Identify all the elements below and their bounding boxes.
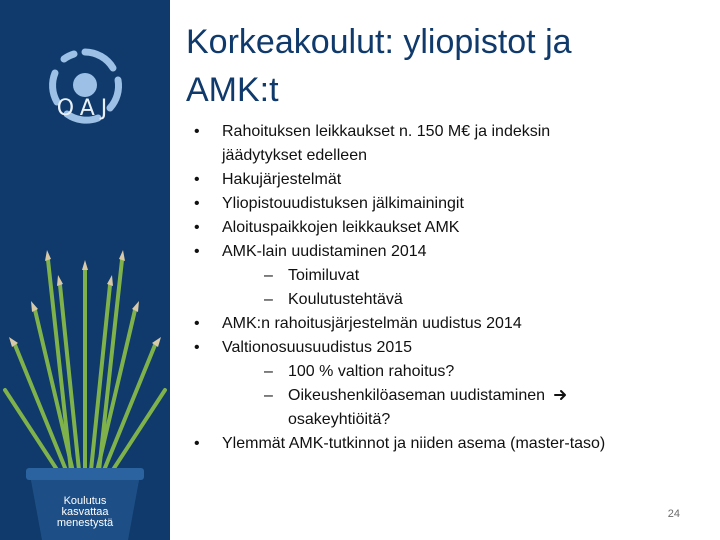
- bullet-icon: •: [194, 339, 200, 356]
- item-text-line-1: Rahoituksen leikkaukset n. 150 M€ ja indeksin: [222, 123, 551, 140]
- pot-line-2: kasvattaa: [61, 506, 109, 518]
- bullet-icon: •: [194, 435, 200, 452]
- pot-line-3: menestystä: [56, 517, 114, 529]
- list-item: [186, 312, 706, 336]
- dash-icon: –: [264, 267, 273, 284]
- arrow-right-icon: [554, 389, 568, 401]
- pot-line-1: Koulutus: [63, 495, 107, 507]
- sub-list: [222, 264, 706, 312]
- sidebar: [0, 0, 170, 540]
- item-text: AMK:n rahoitusjärjestelmän uudistus 2014: [222, 315, 522, 332]
- list-item: [186, 168, 706, 192]
- list-item: [186, 216, 706, 240]
- item-text: Ylemmät AMK-tutkinnot ja niiden asema (master-taso): [222, 435, 606, 452]
- logo-text: OAJ: [56, 96, 114, 121]
- sub-item-text: 100 % valtion rahoitus?: [288, 363, 455, 380]
- item-text: Aloituspaikkojen leikkaukset AMK: [222, 219, 460, 236]
- bullet-icon: •: [194, 171, 200, 188]
- list-item: [186, 432, 706, 456]
- sub-item-text: Oikeushenkilöaseman uudistaminen: [288, 387, 546, 404]
- pencils-illustration-icon: [0, 230, 170, 540]
- bullet-list: [186, 120, 706, 456]
- slide-title: [186, 18, 706, 114]
- title-line-2: AMK:t: [186, 71, 279, 109]
- sub-list-item: [222, 384, 706, 432]
- dash-icon: –: [264, 363, 273, 380]
- list-item: [186, 336, 706, 432]
- dash-icon: –: [264, 291, 273, 308]
- sub-item-text: Toimiluvat: [288, 267, 360, 284]
- bullet-icon: •: [194, 219, 200, 236]
- title-line-1: Korkeakoulut: yliopistot ja: [186, 23, 572, 61]
- sub-item-text: Koulutustehtävä: [288, 291, 403, 308]
- sub-item-text-line-2: osakeyhtiöitä?: [288, 411, 391, 428]
- item-text: Hakujärjestelmät: [222, 171, 342, 188]
- list-item: [186, 240, 706, 312]
- bullet-icon: •: [194, 195, 200, 212]
- sub-list: [222, 360, 706, 432]
- item-text-line-2: jäädytykset edelleen: [222, 147, 367, 164]
- bullet-icon: •: [194, 123, 200, 140]
- item-text: Yliopistouudistuksen jälkimainingit: [222, 195, 464, 212]
- dash-icon: –: [264, 387, 273, 404]
- pot-label: [40, 496, 130, 529]
- list-item: [186, 120, 706, 168]
- list-item: [186, 192, 706, 216]
- page-number: 24: [667, 508, 680, 520]
- sub-list-item: [222, 360, 706, 384]
- bullet-icon: •: [194, 243, 200, 260]
- item-text: AMK-lain uudistaminen 2014: [222, 243, 427, 260]
- sub-list-item: [222, 288, 706, 312]
- bullet-icon: •: [194, 315, 200, 332]
- item-text: Valtionosuusuudistus 2015: [222, 339, 413, 356]
- sub-list-item: [222, 264, 706, 288]
